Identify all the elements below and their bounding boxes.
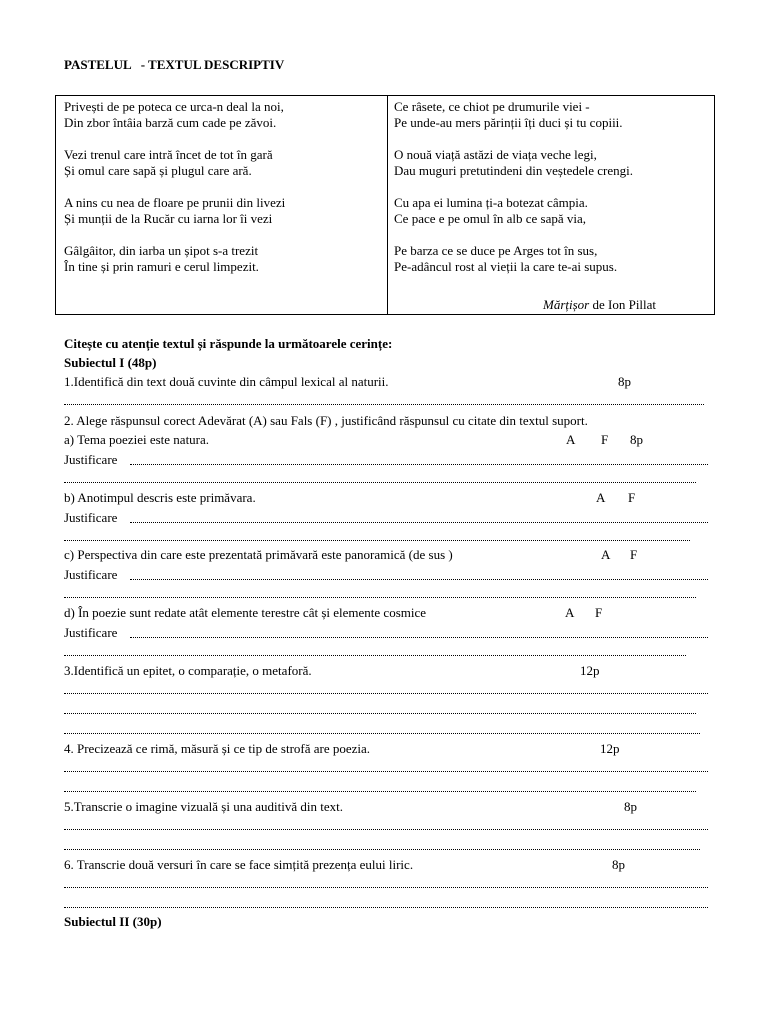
points-label: 8p	[630, 432, 643, 447]
verse-line: Ce pace e pe omul în alb ce sapă via,	[394, 211, 587, 226]
answer-line	[64, 693, 708, 694]
answer-line	[130, 579, 708, 580]
page-title: PASTELUL - TEXTUL DESCRIPTIV	[64, 57, 285, 72]
justification-label: Justificare	[64, 567, 118, 582]
poem-title: Mărțișor	[543, 297, 590, 312]
points-label: 12p	[600, 741, 620, 756]
verse-line: Vezi trenul care intră încet de tot în gară	[64, 147, 273, 162]
column-divider	[387, 96, 388, 314]
question-2b: b) Anotimpul descris este primăvara.	[64, 490, 256, 505]
answer-line	[64, 482, 696, 483]
points-label: 8p	[618, 374, 631, 389]
answer-line	[64, 849, 700, 850]
true-option: A	[565, 605, 575, 620]
verse-line: Ce râsete, ce chiot pe drumurile viei -	[394, 99, 590, 114]
answer-line	[64, 907, 708, 908]
true-option: A	[566, 432, 576, 447]
verse-line: Gâlgâitor, din iarba un șipot s-a trezit	[64, 243, 259, 258]
answer-line	[130, 522, 708, 523]
answer-line	[64, 404, 704, 405]
stanza	[394, 243, 712, 275]
verse-line: Pe barza ce se duce pe Arges tot în sus,	[394, 243, 598, 258]
verse-line: Cu apa ei lumina ți-a botezat câmpia.	[394, 195, 588, 210]
points-label: 8p	[624, 799, 637, 814]
stanza	[64, 99, 384, 131]
true-option: A	[596, 490, 606, 505]
verse-line: În tine și prin ramuri e cerul limpezit.	[64, 259, 259, 274]
justification-label: Justificare	[64, 452, 118, 467]
instruction: Citește cu atenție textul și răspunde la următoarele cerințe:	[64, 336, 393, 351]
answer-line	[64, 791, 696, 792]
true-option: A	[601, 547, 611, 562]
verse-line: Privești de pe poteca ce urca-n deal la noi,	[64, 99, 284, 114]
false-option: F	[630, 547, 638, 562]
answer-line	[130, 464, 708, 465]
question-1: 1.Identifică din text două cuvinte din câmpul lexical al naturii.	[64, 374, 389, 389]
verse-line: Și munții de la Rucăr cu iarna lor îi vezi	[64, 211, 273, 226]
justification-label: Justificare	[64, 510, 118, 525]
verse-line: A nins cu nea de floare pe prunii din livezi	[64, 195, 286, 210]
verse-line: Pe-adâncul rost al vieții la care te-ai supus.	[394, 259, 618, 274]
stanza	[394, 99, 712, 131]
answer-line	[64, 597, 696, 598]
false-option: F	[595, 605, 603, 620]
verse-line: O nouă viață astăzi de viața veche legi,	[394, 147, 597, 162]
false-option: F	[601, 432, 609, 447]
verse-line: Dau muguri pretutindeni din veștedele crengi.	[394, 163, 633, 178]
question-6: 6. Transcrie două versuri în care se face simțită prezența eului liric.	[64, 857, 414, 872]
question-2c: c) Perspectiva din care este prezentată primăvară este panoramică (de sus )	[64, 547, 453, 562]
stanza	[394, 147, 712, 179]
question-2d: d) În poezie sunt redate atât elemente terestre cât și elemente cosmice	[64, 605, 427, 620]
verse-line: Pe unde-au mers părinții îți duci și tu copiii.	[394, 115, 623, 130]
points-label: 12p	[580, 663, 600, 678]
answer-line	[64, 771, 708, 772]
answer-line	[64, 655, 686, 656]
poem-left-column	[64, 99, 384, 291]
stanza	[64, 195, 384, 227]
verse-line: Din zbor întâia barză cum cade pe zăvoi.	[64, 115, 277, 130]
answer-line	[64, 829, 708, 830]
answer-line	[130, 637, 708, 638]
answer-line	[64, 540, 690, 541]
poem-right-column	[394, 99, 712, 291]
stanza	[394, 195, 712, 227]
justification-label: Justificare	[64, 625, 118, 640]
question-2: 2. Alege răspunsul corect Adevărat (A) sau Fals (F) , justificând răspunsul cu citate din textul suport.	[64, 413, 588, 428]
answer-line	[64, 887, 708, 888]
subject-heading: Subiectul I (48p)	[64, 355, 157, 370]
question-5: 5.Transcrie o imagine vizuală și una auditivă din text.	[64, 799, 343, 814]
poem-attribution	[543, 297, 656, 313]
points-label: 8p	[612, 857, 625, 872]
answer-line	[64, 733, 700, 734]
stanza	[64, 147, 384, 179]
subject-heading: Subiectul II (30p)	[64, 914, 162, 929]
answer-line	[64, 713, 696, 714]
verse-line: Și omul care sapă și plugul care ară.	[64, 163, 252, 178]
poem-table	[55, 95, 715, 315]
false-option: F	[628, 490, 636, 505]
poem-author: de Ion Pillat	[589, 297, 657, 312]
question-2a: a) Tema poeziei este natura.	[64, 432, 210, 447]
question-4: 4. Precizează ce rimă, măsură și ce tip de strofă are poezia.	[64, 741, 371, 756]
question-3: 3.Identifică un epitet, o comparație, o metaforă.	[64, 663, 312, 678]
stanza	[64, 243, 384, 275]
